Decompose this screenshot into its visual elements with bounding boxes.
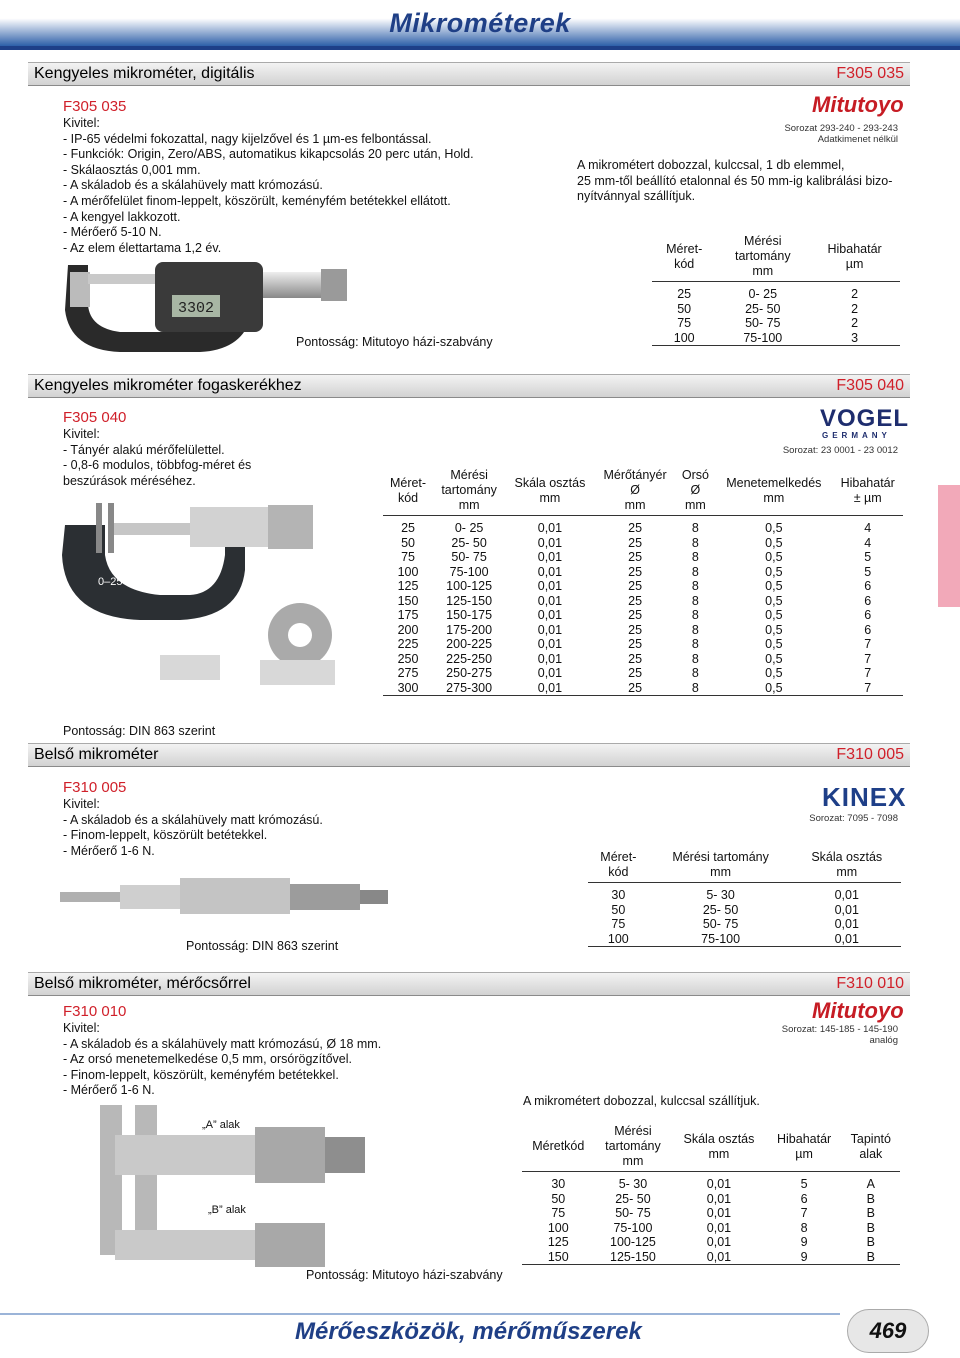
table-cell: 6 xyxy=(864,622,872,637)
table-cell: 0,01 xyxy=(537,651,563,666)
table-cell: 4 xyxy=(864,521,872,535)
accuracy-note: Pontosság: Mitutoyo házi-szabvány xyxy=(296,335,493,349)
table-cell: 8 xyxy=(691,622,699,637)
column-header: Mérőtányér Ø mm xyxy=(595,466,676,516)
desc-line: 25 mm-től beállító etalonnal és 50 mm-ig kalibrálási bizo- xyxy=(577,173,893,188)
table-cell: 0,01 xyxy=(834,888,859,902)
desc-line: A mikrométert dobozzal, kulccsal, 1 db elemmel, xyxy=(577,158,845,172)
table-cell: 0,01 xyxy=(537,608,563,622)
table-cell: 8 xyxy=(691,651,699,666)
table-cell: 100 xyxy=(673,330,695,345)
table-cell: 25 xyxy=(628,535,643,550)
column-header: Mérési tartomány mm xyxy=(649,848,793,883)
table-cell: 6 xyxy=(864,608,872,622)
table-cell: 25 xyxy=(628,637,643,651)
vogel-logo: VOGEL xyxy=(820,405,910,432)
table-cell: 0,01 xyxy=(537,637,563,651)
table-cell: 200-225 xyxy=(446,637,493,651)
footer-rule xyxy=(0,1313,840,1315)
table-cell: 125 xyxy=(397,579,419,593)
feature-line: - Finom-leppelt, köszörült, keményfém betétekkel. xyxy=(63,1067,339,1082)
page-number-badge xyxy=(847,1309,929,1353)
feature-line: - Mérőerő 1-6 N. xyxy=(63,1083,155,1098)
section-title: Kengyeles mikrométer fogaskerékhez xyxy=(34,377,302,394)
table-cell: B xyxy=(866,1220,875,1235)
delivery-desc: A mikrométert dobozzal, kulccsal szállítjuk. xyxy=(523,1094,760,1108)
table-cell: 0,01 xyxy=(537,579,563,593)
accuracy-note: Pontosság: DIN 863 szerint xyxy=(186,939,339,953)
feature-line: - A skáladob és a skálahüvely matt krómozású. xyxy=(63,178,323,193)
delivery-desc xyxy=(577,158,892,205)
table-cell: 175-200 xyxy=(446,622,493,637)
series-note: Sorozat: 145-185 - 145-190 xyxy=(781,1024,898,1035)
table-cell: 100 xyxy=(607,931,629,946)
table-cell: 75 xyxy=(401,550,415,564)
gear-micrometer-image xyxy=(60,495,340,710)
table-cell: 0- 25 xyxy=(454,521,484,535)
table-cell: 30 xyxy=(551,1177,566,1191)
feature-line: - 0,8-6 modulos, többfog-méret és xyxy=(63,458,252,473)
table-cell: 0,01 xyxy=(537,564,563,579)
section-bar-1 xyxy=(28,62,910,86)
header-rule xyxy=(0,46,960,50)
table-cell: 2 xyxy=(851,301,859,316)
table-row xyxy=(383,623,903,638)
table-cell: 0,01 xyxy=(706,1249,732,1264)
feature-line: - Az elem élettartama 1,2 év. xyxy=(63,240,222,255)
column-header: Hibahatár µm xyxy=(767,1122,842,1172)
table-cell: 7 xyxy=(864,637,872,651)
shape-b-label: „B” alak xyxy=(208,1204,246,1216)
table-cell: 25 xyxy=(628,579,643,593)
table-cell: 100 xyxy=(397,564,419,579)
table-cell: 8 xyxy=(691,608,699,622)
table-cell: 6 xyxy=(800,1191,808,1206)
section-bar-3 xyxy=(28,743,910,767)
column-header: Menetemelkedés mm xyxy=(715,466,832,516)
table-cell: 50- 75 xyxy=(451,550,487,564)
accuracy-note: Pontosság: DIN 863 szerint xyxy=(63,724,216,738)
table-cell: 25 xyxy=(628,564,643,579)
table-cell: 0,01 xyxy=(537,521,563,535)
table-cell: 25 xyxy=(628,521,643,535)
column-header: Mérési tartomány mm xyxy=(433,466,505,516)
table-row xyxy=(383,652,903,667)
feature-line: - IP-65 védelmi fokozattal, nagy kijelzővel és 1 µm-es felbontással. xyxy=(63,131,432,146)
column-header: Méret- kód xyxy=(588,848,649,883)
section-title: Belső mikrométer xyxy=(34,746,159,763)
table-cell: 0,5 xyxy=(765,651,783,666)
product-code: F305 035 xyxy=(63,98,127,115)
kivitel-label: Kivitel: xyxy=(63,797,100,811)
table-cell: 0,01 xyxy=(834,917,859,931)
table-cell: A xyxy=(866,1177,875,1191)
table-cell: 8 xyxy=(691,593,699,608)
table-cell: 25- 50 xyxy=(702,902,739,917)
table-cell: 7 xyxy=(864,666,872,680)
feature-line: - Mérőerő 1-6 N. xyxy=(63,843,155,858)
series-note-2: Adatkimenet nélkül xyxy=(817,134,898,145)
table-row xyxy=(522,1206,900,1221)
table-cell: 250-275 xyxy=(446,666,493,680)
table-cell: 5- 30 xyxy=(706,888,735,902)
table-cell: 5- 30 xyxy=(618,1177,648,1191)
table-cell: 75-100 xyxy=(613,1220,653,1235)
features-list xyxy=(63,1021,381,1099)
section-code: F305 035 xyxy=(836,65,904,82)
table-cell: 25 xyxy=(628,608,643,622)
table-cell: 0,5 xyxy=(765,550,783,564)
table-cell: 5 xyxy=(864,550,872,564)
table-cell: 8 xyxy=(691,666,699,680)
column-header: Méret- kód xyxy=(383,466,433,516)
mitutoyo-logo: Mitutoyo xyxy=(812,92,904,117)
product-code: F310 005 xyxy=(63,779,127,796)
table-cell: 75 xyxy=(551,1206,566,1220)
table-cell: 25- 50 xyxy=(745,301,781,316)
table-cell: 3 xyxy=(851,330,859,345)
table-cell: 7 xyxy=(864,680,872,695)
table-cell: 0,5 xyxy=(765,579,783,593)
table-cell: 150 xyxy=(547,1249,569,1264)
series-note: Sorozat: 7095 - 7098 xyxy=(809,813,898,824)
feature-line: - A kengyel lakkozott. xyxy=(63,209,181,224)
column-header: Orsó Ø mm xyxy=(675,466,715,516)
table-cell: 0,5 xyxy=(765,521,783,535)
table-cell: 25 xyxy=(628,651,643,666)
table-cell: 0,01 xyxy=(706,1177,732,1191)
table-row xyxy=(383,536,903,551)
table-cell: 2 xyxy=(851,287,859,301)
table-cell: 0,01 xyxy=(834,902,859,917)
table-cell: 6 xyxy=(864,593,872,608)
table-cell: 8 xyxy=(691,680,699,695)
table-row xyxy=(652,316,900,331)
kivitel-label: Kivitel: xyxy=(63,427,100,441)
table-cell: 7 xyxy=(800,1206,808,1220)
spec-table-3 xyxy=(588,848,901,947)
table-cell: 100-125 xyxy=(446,579,493,593)
table-cell: 75-100 xyxy=(701,931,741,946)
table-row xyxy=(588,917,901,932)
page-title: Mikrométerek xyxy=(389,8,571,38)
table-cell: B xyxy=(866,1206,875,1220)
table-cell: 8 xyxy=(691,637,699,651)
column-header: Hibahatár ± µm xyxy=(832,466,903,516)
table-row xyxy=(383,681,903,696)
table-row xyxy=(522,1172,900,1192)
table-cell: 50 xyxy=(677,301,692,316)
table-cell: 0,01 xyxy=(706,1206,732,1220)
table-row xyxy=(652,331,900,346)
table-row xyxy=(588,883,901,903)
column-header: Mérési tartomány mm xyxy=(716,232,809,282)
table-cell: B xyxy=(866,1191,875,1206)
table-cell: 0,01 xyxy=(706,1191,732,1206)
accuracy-note: Pontosság: Mitutoyo házi-szabvány xyxy=(306,1268,503,1282)
table-cell: 75-100 xyxy=(449,564,489,579)
table-cell: 225 xyxy=(397,637,419,651)
section-code: F305 040 xyxy=(836,377,904,394)
column-header: Hibahatár µm xyxy=(809,232,900,282)
product-code: F305 040 xyxy=(63,409,127,426)
table-cell: 200 xyxy=(397,622,419,637)
table-cell: 25 xyxy=(401,521,415,535)
table-cell: 225-250 xyxy=(446,651,493,666)
table-cell: 25 xyxy=(677,287,692,301)
feature-line: beszúrások méréséhez. xyxy=(63,473,196,488)
table-cell: 75-100 xyxy=(743,330,783,345)
table-cell: 0,01 xyxy=(537,680,563,695)
feature-line: - Skálaosztás 0,001 mm. xyxy=(63,162,201,177)
table-row xyxy=(383,565,903,580)
series-note: Sorozat: 23 0001 - 23 0012 xyxy=(782,445,898,456)
inside-micrometer-image xyxy=(60,870,390,930)
vogel-logo-sub: GERMANY xyxy=(822,431,891,440)
table-cell: 0,01 xyxy=(706,1220,732,1235)
table-cell: 250 xyxy=(397,651,419,666)
table-cell: 30 xyxy=(611,888,626,902)
table-cell: 0,5 xyxy=(765,637,783,651)
table-cell: 7 xyxy=(864,651,872,666)
table-cell: 125-150 xyxy=(446,593,493,608)
table-cell: 25- 50 xyxy=(615,1191,651,1206)
table-cell: 100 xyxy=(547,1220,569,1235)
table-cell: 300 xyxy=(397,680,419,695)
table-cell: 75 xyxy=(611,917,626,931)
feature-line: - A skáladob és a skálahüvely matt krómozású. xyxy=(63,812,323,827)
mitutoyo-logo: Mitutoyo xyxy=(812,998,904,1023)
display-readout: 3302 xyxy=(178,300,215,317)
table-cell: 25 xyxy=(628,550,643,564)
table-cell: 275 xyxy=(397,666,419,680)
product-code: F310 010 xyxy=(63,1003,127,1020)
table-cell: 8 xyxy=(691,535,699,550)
table-row xyxy=(383,637,903,652)
column-header: Méret- kód xyxy=(652,232,716,282)
table-cell: 50 xyxy=(611,902,626,917)
table-cell: 175 xyxy=(397,608,419,622)
kivitel-label: Kivitel: xyxy=(63,1021,100,1035)
features-list xyxy=(63,116,474,256)
table-cell: 50- 75 xyxy=(745,316,781,330)
table-row xyxy=(652,282,900,302)
table-cell: 50- 75 xyxy=(615,1206,651,1220)
table-cell: 50- 75 xyxy=(702,917,739,931)
table-cell: 0,01 xyxy=(537,550,563,564)
desc-line: nyítvánnyal szállítjuk. xyxy=(577,189,696,204)
feature-line: - Finom-leppelt, köszörült betétekkel. xyxy=(63,828,268,843)
table-cell: 150-175 xyxy=(446,608,493,622)
table-cell: 0,01 xyxy=(834,931,859,946)
feature-line: - Mérőerő 5-10 N. xyxy=(63,225,162,240)
feature-line: - Tányér alakú mérőfelülettel. xyxy=(63,442,225,457)
page-number: 469 xyxy=(869,1318,907,1343)
feature-line: - A skáladob és a skálahüvely matt krómozású, Ø 18 mm. xyxy=(63,1036,382,1051)
table-cell: 0,01 xyxy=(537,593,563,608)
table-cell: B xyxy=(866,1249,875,1264)
table-cell: 25 xyxy=(628,680,643,695)
table-cell: 8 xyxy=(691,550,699,564)
table-row xyxy=(383,666,903,681)
table-cell: 0,01 xyxy=(537,666,563,680)
table-cell: 0,5 xyxy=(765,608,783,622)
table-cell: 8 xyxy=(691,521,699,535)
table-cell: 8 xyxy=(691,564,699,579)
table-cell: 100-125 xyxy=(610,1235,656,1249)
table-cell: 25 xyxy=(628,593,643,608)
section-code: F310 010 xyxy=(836,975,904,992)
table-cell: 0,5 xyxy=(765,535,783,550)
table-row xyxy=(522,1221,900,1236)
table-row xyxy=(588,932,901,947)
table-cell: 50 xyxy=(551,1191,566,1206)
table-row xyxy=(383,594,903,609)
section-title: Kengyeles mikrométer, digitális xyxy=(34,65,255,82)
table-row xyxy=(522,1192,900,1207)
series-note: Sorozat 293-240 - 293-243 xyxy=(784,123,898,134)
table-cell: 50 xyxy=(401,535,415,550)
table-cell: 0,5 xyxy=(765,666,783,680)
table-cell: 5 xyxy=(864,564,872,579)
column-header: Skála osztás mm xyxy=(793,848,902,883)
table-cell: 8 xyxy=(691,579,699,593)
table-cell: 0,01 xyxy=(706,1235,732,1249)
table-cell: 5 xyxy=(800,1177,808,1191)
side-index-tab xyxy=(938,485,960,607)
shape-a-label: „A” alak xyxy=(202,1119,240,1131)
table-row xyxy=(383,579,903,594)
table-cell: 150 xyxy=(397,593,419,608)
table-cell: 125-150 xyxy=(610,1249,656,1264)
table-cell: 275-300 xyxy=(446,680,493,695)
table-cell: 0,5 xyxy=(765,564,783,579)
table-cell: 9 xyxy=(800,1235,808,1249)
spec-table-4 xyxy=(522,1122,900,1265)
table-row xyxy=(383,608,903,623)
table-cell: 0,5 xyxy=(765,593,783,608)
column-header: Méretkód xyxy=(522,1122,595,1172)
table-cell: 2 xyxy=(851,316,859,330)
section-code: F310 005 xyxy=(836,746,904,763)
table-cell: B xyxy=(866,1235,875,1249)
table-row xyxy=(522,1235,900,1250)
section-bar-4 xyxy=(28,972,910,996)
table-row xyxy=(383,550,903,565)
table-cell: 4 xyxy=(864,535,872,550)
column-header: Skála osztás mm xyxy=(505,466,594,516)
scale-label: 0–25 mm xyxy=(98,576,144,588)
spec-table-1 xyxy=(652,232,900,346)
column-header: Skála osztás mm xyxy=(671,1122,766,1172)
table-cell: 25 xyxy=(628,666,643,680)
section-title: Belső mikrométer, mérőcsőrrel xyxy=(34,975,251,992)
spec-table-2 xyxy=(383,466,903,696)
section-bar-2 xyxy=(28,374,910,398)
footer-title: Mérőeszközök, mérőműszerek xyxy=(295,1318,642,1345)
table-cell: 0,01 xyxy=(537,622,563,637)
table-cell: 6 xyxy=(864,579,872,593)
table-row xyxy=(383,516,903,536)
table-cell: 125 xyxy=(547,1235,569,1249)
table-cell: 75 xyxy=(677,316,692,330)
table-cell: 0,5 xyxy=(765,680,783,695)
table-cell: 25- 50 xyxy=(451,535,487,550)
table-row xyxy=(522,1250,900,1265)
table-row xyxy=(588,903,901,918)
series-note-2: analóg xyxy=(869,1035,898,1046)
column-header: Tapintó alak xyxy=(842,1122,900,1172)
table-cell: 0,01 xyxy=(537,535,563,550)
feature-line: - Az orsó menetemelkedése 0,5 mm, orsórögzítővel. xyxy=(63,1052,353,1067)
kinex-logo: KINEX xyxy=(822,782,907,812)
feature-line: - A mérőfelület finom-leppelt, köszörült, keményfém betétekkel ellátott. xyxy=(63,193,451,208)
table-cell: 0- 25 xyxy=(748,287,778,301)
table-cell: 8 xyxy=(800,1220,808,1235)
column-header: Mérési tartomány mm xyxy=(595,1122,672,1172)
feature-line: - Funkciók: Origin, Zero/ABS, automatikus kikapcsolás 20 perc után, Hold. xyxy=(63,147,474,162)
features-list xyxy=(63,797,323,859)
table-row xyxy=(652,302,900,317)
table-cell: 9 xyxy=(800,1249,808,1264)
features-list xyxy=(63,427,251,489)
kivitel-label: Kivitel: xyxy=(63,116,100,130)
table-cell: 0,5 xyxy=(765,622,783,637)
table-cell: 25 xyxy=(628,622,643,637)
